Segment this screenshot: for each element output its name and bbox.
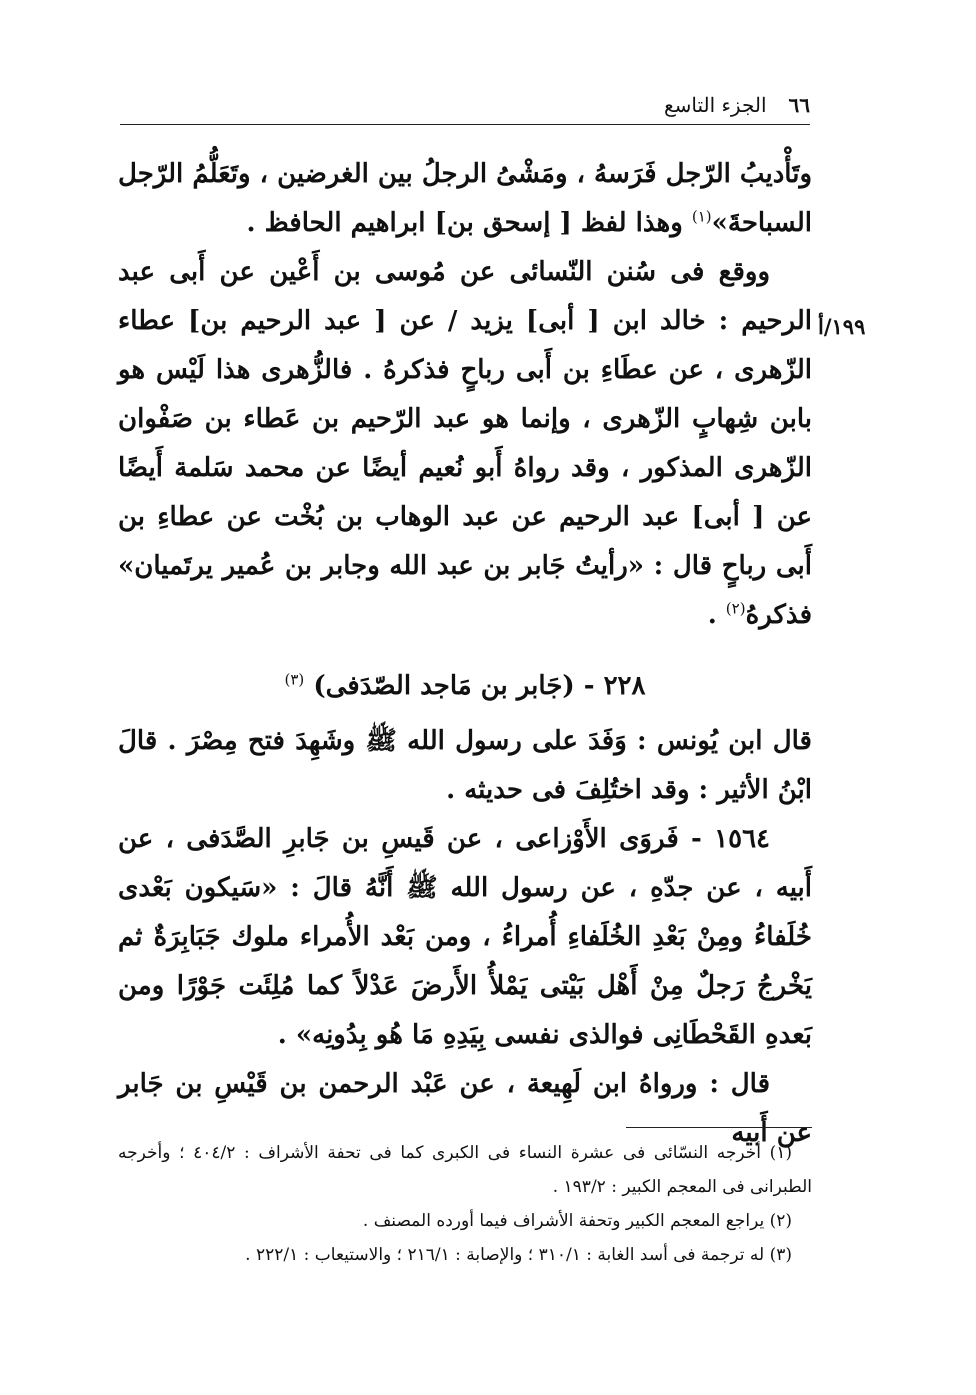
header-rule — [120, 124, 810, 125]
paragraph-2-tail: . — [707, 600, 726, 630]
paragraph-2-text: ووقع فى سُنن النّسائى عن مُوسى بن أَعْين عن أَبى عبد الرحيم : خالد ابن [ أبى] يزيد / عن [ عبد الرحيم بن] عطاء الزّهرى ، عن عطَاءِ بن أَبى رباحٍ فذكرهُ . فالزُّهرى هذا لَيْس هو بابن شِهابٍ الزّهرى ، وإنما هو عبد الرّحيم بن عَطاء بن صَفْوان الزّهرى المذكور ، وقد رواهُ أَبو نُعيم أيضًا عن محمد سَلمة أَيضًا عن [ أبى] عبد الرحيم عن عبد الوهاب بن بُخْت عن عطاءِ بن أَبى رباحٍ قال : «رأيتُ جَابر بن عبد الله وجابر بن عُمير يرتَميان» فذكرهُ — [118, 257, 812, 630]
footnote-rule — [626, 1127, 812, 1128]
page-header — [120, 88, 810, 122]
footnote-3: (٣) له ترجمة فى أسد الغابة : ٣١٠/١ ؛ والإصابة : ٢١٦/١ ؛ والاستيعاب : ٢٢٢/١ . — [245, 1245, 792, 1265]
footnote-2: (٢) يراجع المعجم الكبير وتحفة الأشراف فيما أورده المصنف . — [362, 1211, 792, 1231]
entry-heading — [118, 662, 812, 711]
page-number: ٦٦ — [788, 93, 810, 117]
main-text — [118, 150, 812, 1158]
part-title: الجزء التاسع — [663, 93, 767, 117]
paragraph-1 — [118, 150, 812, 248]
footnotes — [118, 1136, 812, 1272]
entry-heading-text: ٢٢٨ - (جَابر بن مَاجد الصّدَفى) — [313, 671, 646, 701]
paragraph-5: قال : ورواهُ ابن لَهِيعة ، عن عَبْد الرحمن بن قَيْسِ بن جَابر عن أَبيه — [118, 1069, 812, 1148]
paragraph-1-text: وتَأْديبُ الرّجل فَرَسهُ ، ومَشْىُ الرجلُ بين الغرضين ، وتَعَلُّمُ الرّجل السباحةَ» — [118, 159, 812, 238]
footnote-1: (١) أخرجه النسّائى فى عشرة النساء فى الكبرى كما فى تحفة الأشراف : ٤٠٤/٢ ؛ وأخرجه الطبرانى فى المعجم الكبير : ١٩٣/٢ . — [118, 1143, 812, 1197]
hadith-1564: ١٥٦٤ - فَروَى الأَوْزاعى ، عن قَيسِ بن جَابرِ الصَّدَفى ، عن أَبيه ، عن جدّهِ ، عن رسول الله ﷺ أَنَّهُ قالَ : «سَيكون بَعْدى خُلَفاءُ ومِنْ بَعْدِ الخُلَفاءِ أُمراءُ ، ومن بَعْد الأُمراء ملوك جَبَابِرَةٌ ثم يَخْرجُ رَجلٌ مِنْ أَهْل بَيْتى يَمْلأُ الأَرضَ عَدْلاً كما مُلِئَت جَوْرًا ومن بَعدهِ القَحْطَانِى فوالذى نفسى بِيَدِهِ مَا هُو بِدُونِه» . — [118, 824, 812, 1050]
footnote-ref-3: (٣) — [284, 670, 305, 689]
margin-folio-note: ١٩٩/أ — [818, 314, 866, 339]
footnote-ref-2: (٢) — [725, 599, 746, 618]
paragraph-2 — [118, 248, 812, 640]
paragraph-1-tail: وهذا لفظ [ إسحق بن] ابراهيم الحافظ . — [246, 208, 692, 238]
paragraph-3: قال ابن يُونس : وَفَدَ على رسول الله ﷺ وشَهِدَ فتح مِصْرَ . قالَ ابْنُ الأثير : وقد اختُلِفَ فى حديثه . — [118, 726, 812, 805]
footnote-ref-1: (١) — [691, 207, 712, 226]
